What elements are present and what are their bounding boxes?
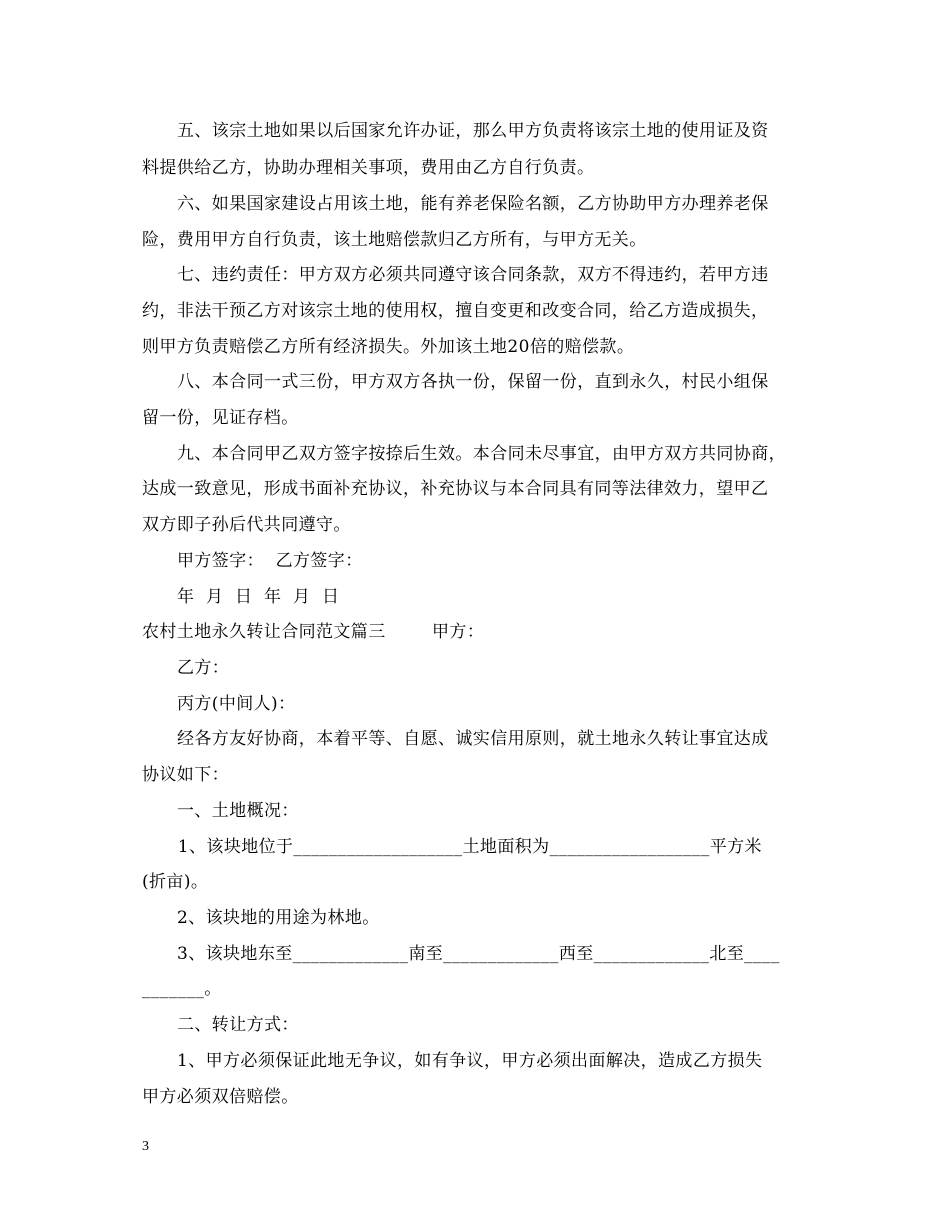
land-item-3-line-2: _______。 (142, 979, 222, 999)
clause-9-line-2: 达成一致意见，形成书面补充协议，补充协议与本合同具有同等法律效力，望甲乙 (142, 479, 769, 499)
land-item-1-line-1: 1、该块地位于___________________土地面积为__________________平方米 (172, 837, 762, 857)
party-b-line: 乙方： (177, 658, 230, 678)
signature-line: 甲方签字： 乙方签字： (177, 551, 363, 571)
heading-land-overview: 一、土地概况： (177, 801, 299, 821)
clause-8-line-2: 留一份，见证存档。 (142, 408, 299, 428)
land-item-1-line-2: (折亩)。 (142, 872, 209, 892)
page-number: 3 (142, 1139, 149, 1154)
land-item-3-line-1: 3、该块地东至_____________南至_____________西至_____________北至____ (177, 944, 780, 964)
date-line: 年 月 日 年 月 日 (177, 587, 340, 607)
clause-6-line-1: 六、如果国家建设占用该土地，能有养老保险名额，乙方协助甲方办理养老保 (177, 194, 769, 214)
clause-9-line-1: 九、本合同甲乙双方签字按捺后生效。本合同未尽事宜，由甲方双方共同协商， (177, 444, 786, 464)
section-title-line: 农村土地永久转让合同范文篇三 甲方： (142, 622, 485, 642)
party-c-line: 丙方(中间人)： (177, 694, 296, 714)
clause-9-line-3: 双方即子孙后代共同遵守。 (142, 515, 351, 535)
clause-7-line-1: 七、违约责任：甲方双方必须共同遵守该合同条款，双方不得违约，若甲方违 (177, 265, 769, 285)
land-item-2: 2、该块地的用途为林地。 (177, 908, 380, 928)
preamble-line-1: 经各方友好协商，本着平等、自愿、诚实信用原则，就土地永久转让事宜达成 (177, 729, 769, 749)
clause-5-line-1: 五、该宗土地如果以后国家允许办证，那么甲方负责将该宗土地的使用证及资 (177, 121, 769, 141)
clause-7-line-2: 约，非法干预乙方对该宗土地的使用权，擅自变更和改变合同，给乙方造成损失， (142, 301, 769, 321)
heading-transfer-method: 二、转让方式： (177, 1015, 299, 1035)
transfer-item-1-line-2: 甲方必须双倍赔偿。 (142, 1087, 299, 1107)
clause-6-line-2: 险，费用甲方自行负责，该土地赔偿款归乙方所有，与甲方无关。 (142, 230, 647, 250)
preamble-line-2: 协议如下： (142, 765, 229, 785)
clause-5-line-2: 料提供给乙方，协助办理相关事项，费用由乙方自行负责。 (142, 158, 595, 178)
clause-7-line-3: 则甲方负责赔偿乙方所有经济损失。外加该土地20倍的赔偿款。 (142, 337, 635, 357)
transfer-item-1-line-1: 1、甲方必须保证此地无争议，如有争议，甲方必须出面解决，造成乙方损失 (177, 1051, 763, 1071)
clause-8-line-1: 八、本合同一式三份，甲方双方各执一份，保留一份，直到永久，村民小组保 (177, 372, 769, 392)
